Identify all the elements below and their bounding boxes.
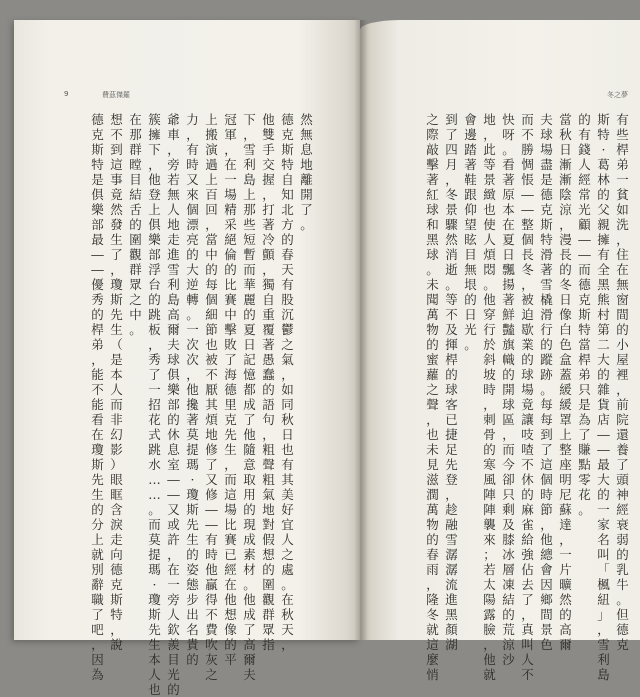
right-text-column: 的 有 錢 人 經 常 光 顧 ― ― 而 德 克 斯 特 當 桿 弟 只 是 為 了 賺 點 零 花 。 [578, 112, 591, 517]
left-text-column: 德 克 斯 特 是 俱 樂 部 最 ― ― 優 秀 的 桿 弟 ， 能 不 能 看 在 瓊 斯 先 生 的 分 上 就 別 辭 職 了 吧 ， 因 為 [91, 112, 104, 682]
book-gutter [354, 20, 368, 640]
open-book [14, 20, 640, 697]
right-page [360, 20, 640, 682]
right-text-columns [423, 112, 632, 682]
right-text-column: 地 ， 此 等 景 緻 也 使 人 煩 悶 。 他 穿 行 於 斜 坡 時 ， 刺 骨 的 寒 風 陣 陣 襲 來 ； 若 太 陽 露 臉 ， 他 就 [483, 112, 496, 682]
left-text-column: 他 雙 手 交 握 ， 打 著 冷 顫 ， 獨 自 重 覆 著 愚 蠢 的 語 句 ， 粗 聲 粗 氣 地 對 假 想 的 圍 觀 群 眾 指 [262, 112, 275, 652]
right-text-column: 當 秋 日 漸 漸 陰 涼 ， 漫 長 的 冬 日 像 白 色 盒 蓋 緩 緩 罩 上 整 座 明 尼 蘇 達 ， 一 片 曠 然 的 高 爾 [559, 112, 572, 652]
right-text-column: 夫 球 場 盡 是 德 克 斯 特 滑 著 雪 橇 滑 行 的 蹤 跡 。 每 每 到 了 這 個 時 節 ， 他 總 會 因 鄉 間 景 色 [540, 112, 553, 652]
left-text-column: 然 無 息 地 離 開 了 。 [300, 112, 313, 232]
left-text-column: 簇 擁 下 ， 他 登 上 俱 樂 部 浮 台 的 跳 板 ， 秀 了 一 招 花 式 跳 水 … … 。 而 莫 提 瑪 · 瓊 斯 先 生 本 人 也 [148, 112, 161, 697]
right-text-column: 有 些 桿 弟 一 貧 如 洗 ， 住 在 無 窗 間 的 小 屋 裡 ， 前 院 還 養 了 頭 神 經 衰 弱 的 乳 牛 。 但 德 克 [616, 112, 629, 652]
left-page [14, 20, 360, 697]
left-text-columns [88, 112, 316, 697]
left-page-number: 9 [64, 90, 69, 98]
left-text-column: 德 克 斯 特 自 知 北 方 的 春 天 有 股 沉 鬱 之 氣 ， 如 同 秋 日 也 有 其 美 好 宜 人 之 處 。 在 秋 天 ， [281, 112, 294, 652]
left-text-column: 想 不 到 這 事 竟 然 發 生 了 ， 瓊 斯 先 生 （ 是 本 人 而 非 幻 影 ） 眼 眶 含 淚 走 向 德 克 斯 特 ， 說 [110, 112, 123, 652]
right-text-column: 會 邊 踏 著 鞋 跟 仰 望 眩 目 無 垠 的 日 光 。 [464, 112, 477, 352]
right-text-column: 到 了 四 月 ， 冬 景 驟 然 消 逝 。 等 不 及 揮 桿 的 球 客 已 捷 足 先 登 ， 趁 融 雪 潺 潺 流 進 黑 顏 湖 [445, 112, 458, 652]
right-running-head: 冬之夢 [607, 91, 628, 99]
left-text-column: 在 那 群 瞠 目 結 舌 的 圍 觀 群 眾 之 中 。 [129, 112, 142, 337]
left-running-head: 費茲傑羅 [102, 91, 130, 99]
left-text-column: 冠 軍 ， 在 一 場 精 采 絕 倫 的 比 賽 中 擊 敗 了 海 德 里 克 先 生 ， 而 這 場 比 賽 已 經 在 他 想 像 的 平 [224, 112, 237, 667]
right-text-column: 而 不 勝 惆 悵 ― ― 整 個 長 冬 ， 被 迫 歇 業 的 球 場 竟 讓 吱 喳 不 休 的 麻 雀 給 強 佔 去 了 ， 真 叫 人 不 [521, 112, 534, 682]
right-text-column: 快 呀 。 看 著 原 本 在 夏 日 飄 揚 著 鮮 豔 旗 幟 的 開 球 區 ， 而 今 卻 只 剩 及 膝 冰 層 凍 結 的 荒 涼 沙 [502, 112, 515, 667]
right-text-column: 之 際 敲 擊 著 紅 球 和 黑 球 。 未 聞 萬 物 的 蜜 蘿 之 聲 ， 也 未 見 滋 潤 萬 物 的 春 雨 ， 隆 冬 就 這 麼 悄 [426, 112, 439, 682]
left-text-column: 力 ， 有 時 又 來 個 漂 亮 的 大 逆 轉 。 一 次 次 ， 他 攙 著 莫 提 瑪 · 瓊 斯 先 生 的 姿 態 步 出 名 貴 的 [186, 112, 199, 667]
right-text-column: 斯 特 · 葛 林 的 父 親 擁 有 全 黑 熊 村 第 二 大 的 雜 貨 店 ― ― 最 大 的 一 家 名 叫 「 楓 紐 」 ， 雪 利 島 [597, 112, 610, 682]
left-text-column: 上 搬 演 過 上 百 回 ， 當 中 的 每 個 細 節 也 被 不 厭 其 煩 地 修 了 又 修 ― ― 有 時 他 贏 得 不 費 吹 灰 之 [205, 112, 218, 682]
left-text-column: 爺 車 ， 旁 若 無 人 地 走 進 雪 利 島 高 爾 夫 球 俱 樂 部 的 休 息 室 ― ― 又 或 許 ， 在 一 旁 人 欽 羨 目 光 的 [167, 112, 180, 697]
left-text-column: 下 ， 雪 利 島 上 那 些 短 暫 而 華 麗 的 夏 日 記 憶 都 成 了 他 隨 意 取 用 的 現 成 素 材 。 他 成 了 高 爾 夫 [243, 112, 256, 682]
